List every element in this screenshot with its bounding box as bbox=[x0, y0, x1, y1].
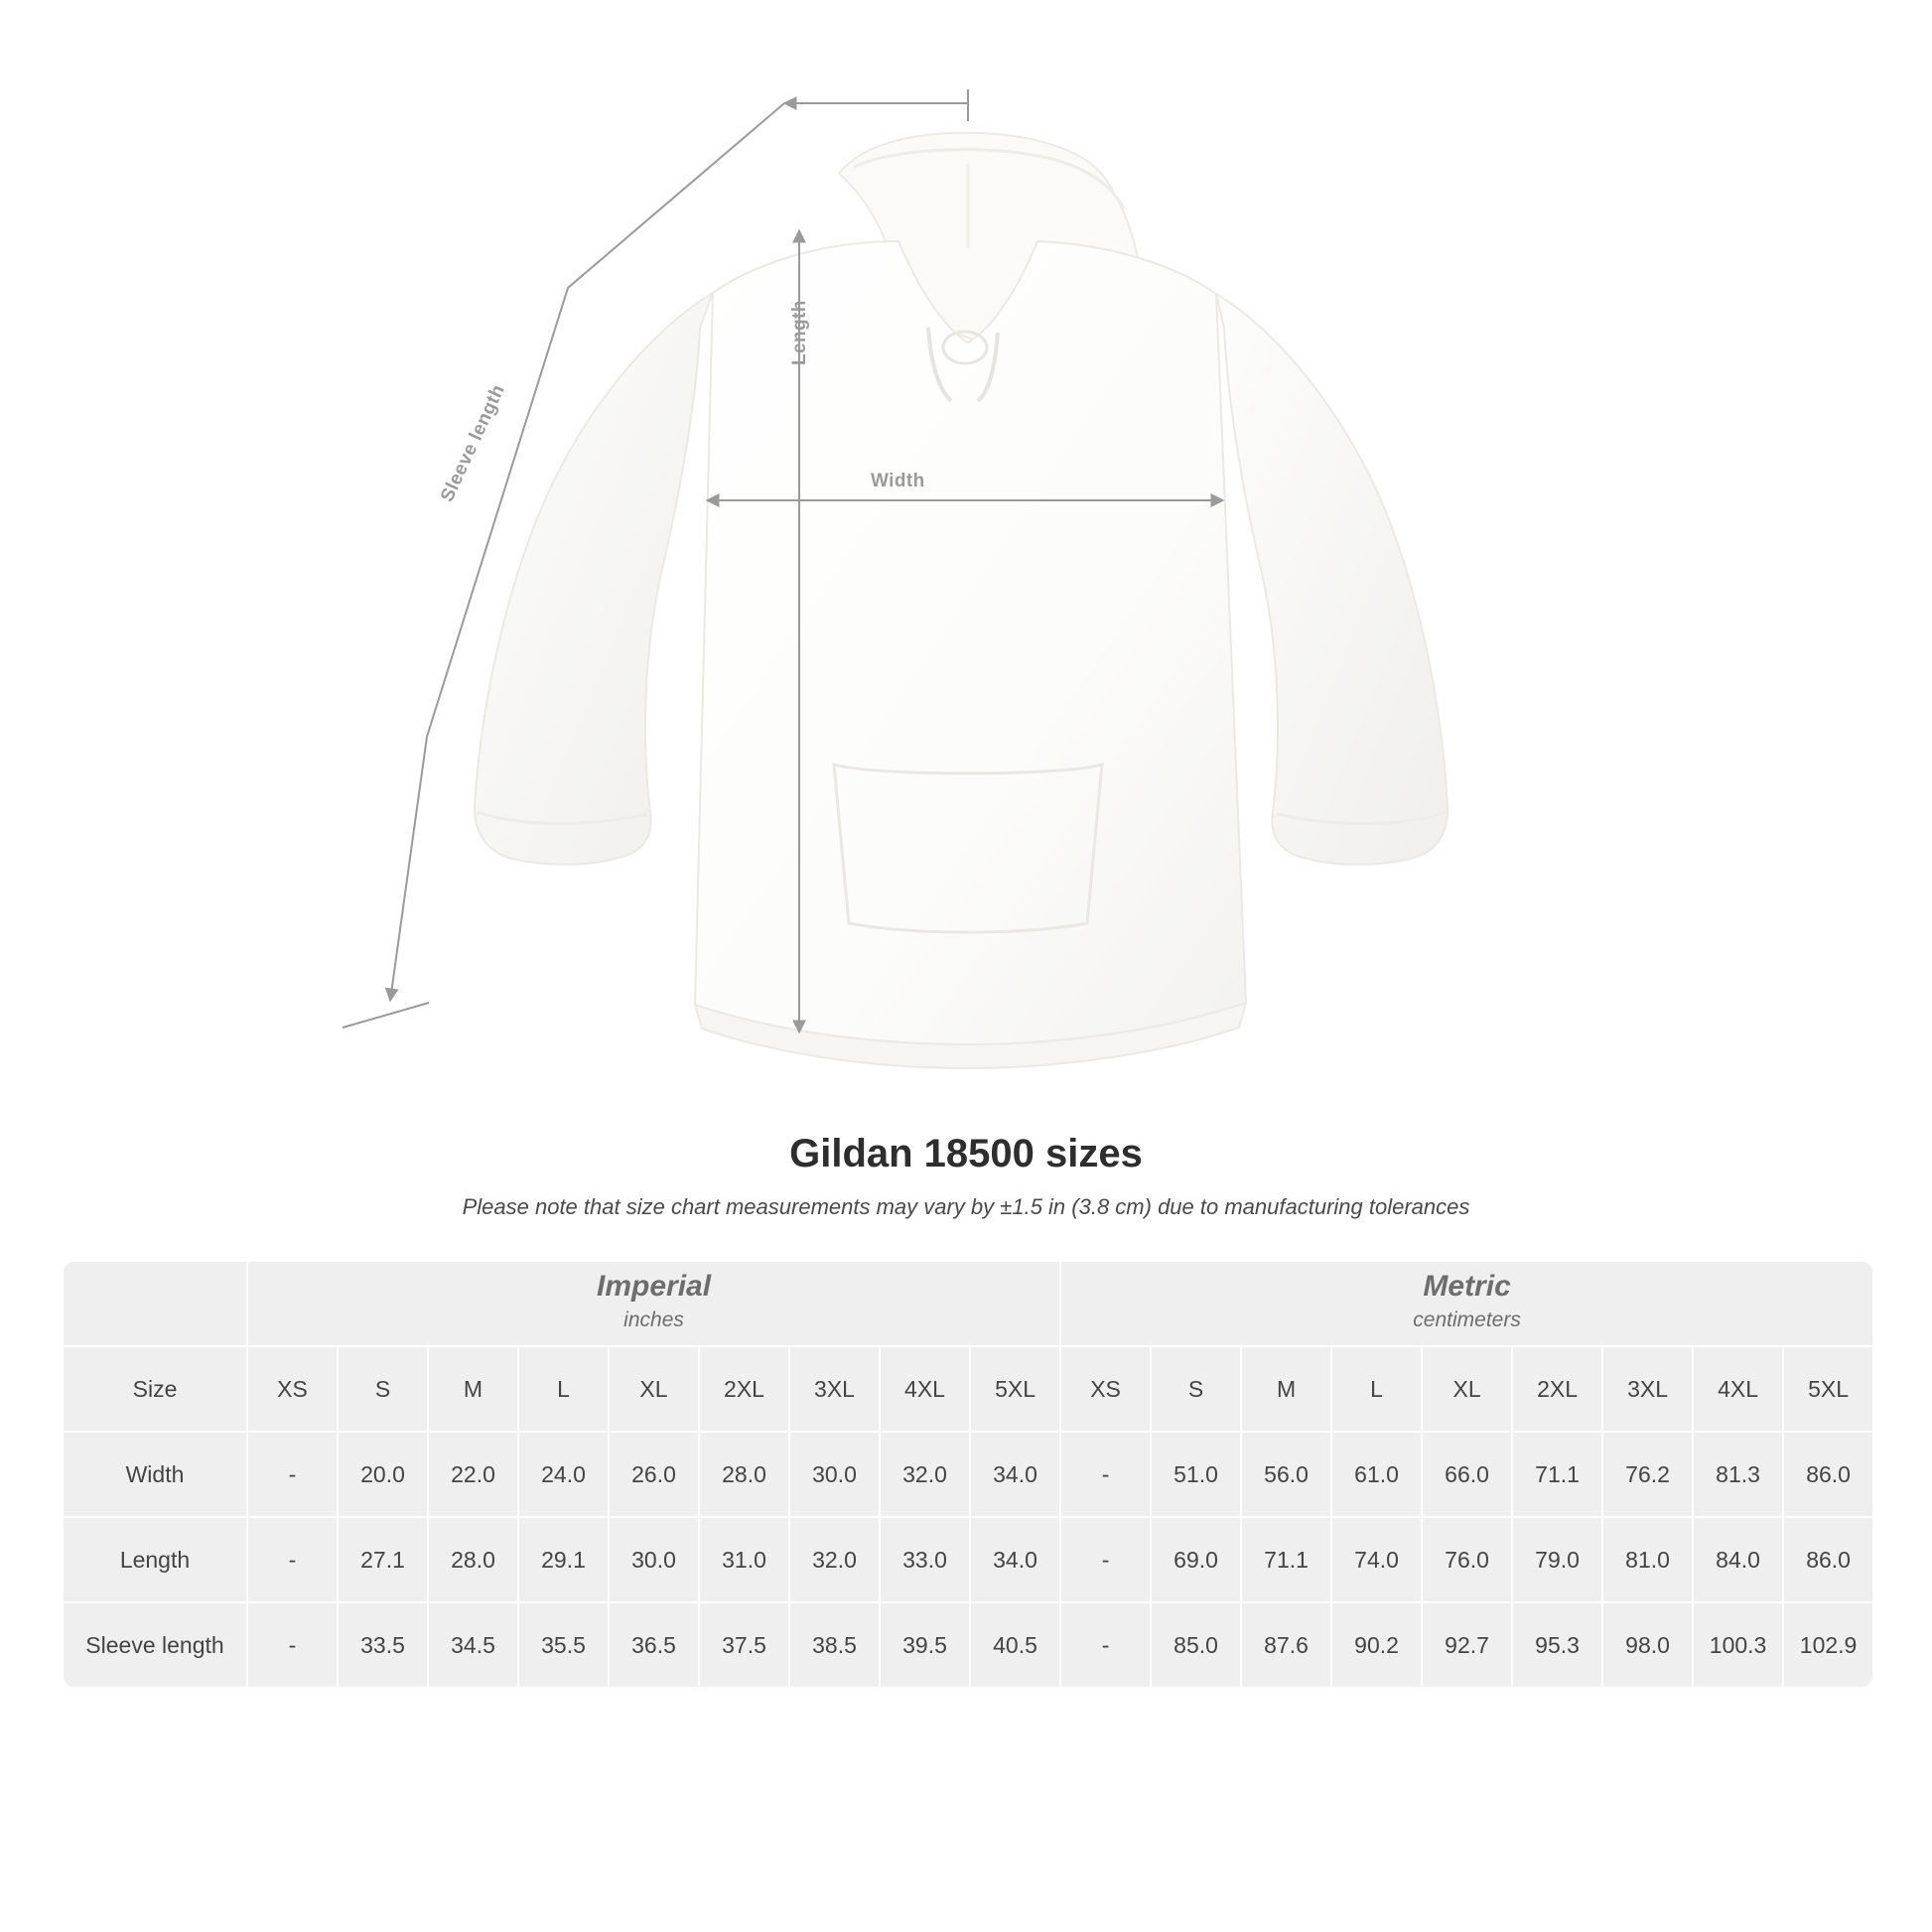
cell-length-imperial-m: 28.0 bbox=[428, 1517, 518, 1602]
cell-sleeve-metric-4xl: 100.3 bbox=[1693, 1602, 1783, 1688]
title-block bbox=[0, 1132, 1932, 1220]
col-header-imperial-m: M bbox=[428, 1346, 518, 1432]
col-header-imperial-xs: XS bbox=[247, 1346, 338, 1432]
cell-length-imperial-2xl: 31.0 bbox=[699, 1517, 789, 1602]
cell-width-metric-5xl: 86.0 bbox=[1783, 1432, 1873, 1517]
col-header-metric-xs: XS bbox=[1060, 1346, 1151, 1432]
page-title: Gildan 18500 sizes bbox=[789, 1132, 1143, 1175]
col-header-imperial-l: L bbox=[518, 1346, 609, 1432]
cell-sleeve-imperial-3xl: 38.5 bbox=[789, 1602, 880, 1688]
cell-length-imperial-xs: - bbox=[247, 1517, 338, 1602]
cell-width-metric-xs: - bbox=[1060, 1432, 1151, 1517]
col-header-metric-m: M bbox=[1241, 1346, 1331, 1432]
cell-sleeve-metric-m: 87.6 bbox=[1241, 1602, 1331, 1688]
size-header-cell: Size bbox=[63, 1346, 247, 1432]
col-header-metric-2xl: 2XL bbox=[1512, 1346, 1602, 1432]
cell-width-imperial-s: 20.0 bbox=[338, 1432, 428, 1517]
cell-width-imperial-5xl: 34.0 bbox=[970, 1432, 1060, 1517]
cell-length-metric-4xl: 84.0 bbox=[1693, 1517, 1783, 1602]
unit-corner-cell bbox=[63, 1261, 247, 1346]
metric-name: Metric bbox=[1423, 1269, 1511, 1303]
cell-width-metric-s: 51.0 bbox=[1151, 1432, 1241, 1517]
col-header-metric-4xl: 4XL bbox=[1693, 1346, 1783, 1432]
cell-sleeve-metric-xl: 92.7 bbox=[1422, 1602, 1512, 1688]
tolerance-note: Please note that size chart measurements may vary by ±1.5 in (3.8 cm) due to manufacturing tolerances bbox=[462, 1194, 1470, 1219]
col-header-imperial-xl: XL bbox=[609, 1346, 699, 1432]
cell-sleeve-imperial-5xl: 40.5 bbox=[970, 1602, 1060, 1688]
length-label: Length bbox=[789, 300, 810, 365]
cell-width-imperial-3xl: 30.0 bbox=[789, 1432, 880, 1517]
imperial-unit: inches bbox=[623, 1309, 684, 1332]
col-header-metric-xl: XL bbox=[1422, 1346, 1512, 1432]
width-label: Width bbox=[871, 471, 925, 491]
cell-sleeve-metric-s: 85.0 bbox=[1151, 1602, 1241, 1688]
cell-width-imperial-l: 24.0 bbox=[518, 1432, 609, 1517]
cell-length-metric-l: 74.0 bbox=[1331, 1517, 1422, 1602]
cell-length-imperial-4xl: 33.0 bbox=[880, 1517, 970, 1602]
cell-length-metric-3xl: 81.0 bbox=[1602, 1517, 1693, 1602]
cell-width-metric-2xl: 71.1 bbox=[1512, 1432, 1602, 1517]
col-header-imperial-s: S bbox=[338, 1346, 428, 1432]
imperial-name: Imperial bbox=[597, 1269, 712, 1303]
row-label-width: Width bbox=[63, 1432, 247, 1517]
col-header-metric-5xl: 5XL bbox=[1783, 1346, 1873, 1432]
col-header-imperial-2xl: 2XL bbox=[699, 1346, 789, 1432]
size-table bbox=[62, 1260, 1874, 1689]
cell-length-metric-xs: - bbox=[1060, 1517, 1151, 1602]
row-label-sleeve-length: Sleeve length bbox=[63, 1602, 247, 1688]
metric-unit: centimeters bbox=[1413, 1309, 1521, 1332]
unit-group-metric bbox=[1060, 1261, 1873, 1346]
cell-width-imperial-2xl: 28.0 bbox=[699, 1432, 789, 1517]
sleeve-length-label: Sleeve length bbox=[437, 381, 510, 505]
table-row bbox=[63, 1432, 1873, 1517]
cell-length-metric-s: 69.0 bbox=[1151, 1517, 1241, 1602]
col-header-metric-l: L bbox=[1331, 1346, 1422, 1432]
cell-width-imperial-xs: - bbox=[247, 1432, 338, 1517]
cell-sleeve-imperial-4xl: 39.5 bbox=[880, 1602, 970, 1688]
col-header-metric-3xl: 3XL bbox=[1602, 1346, 1693, 1432]
cell-sleeve-metric-l: 90.2 bbox=[1331, 1602, 1422, 1688]
cell-length-imperial-xl: 30.0 bbox=[609, 1517, 699, 1602]
cell-length-metric-xl: 76.0 bbox=[1422, 1517, 1512, 1602]
cell-length-metric-2xl: 79.0 bbox=[1512, 1517, 1602, 1602]
cell-sleeve-metric-3xl: 98.0 bbox=[1602, 1602, 1693, 1688]
cell-width-metric-xl: 66.0 bbox=[1422, 1432, 1512, 1517]
hoodie-shape bbox=[475, 133, 1448, 1068]
cell-length-metric-5xl: 86.0 bbox=[1783, 1517, 1873, 1602]
cell-sleeve-metric-5xl: 102.9 bbox=[1783, 1602, 1873, 1688]
cell-sleeve-imperial-2xl: 37.5 bbox=[699, 1602, 789, 1688]
col-header-metric-s: S bbox=[1151, 1346, 1241, 1432]
table-row bbox=[63, 1602, 1873, 1688]
cell-sleeve-imperial-xl: 36.5 bbox=[609, 1602, 699, 1688]
unit-group-imperial bbox=[247, 1261, 1060, 1346]
cell-width-imperial-m: 22.0 bbox=[428, 1432, 518, 1517]
col-header-imperial-4xl: 4XL bbox=[880, 1346, 970, 1432]
cell-sleeve-metric-xs: - bbox=[1060, 1602, 1151, 1688]
cell-sleeve-imperial-m: 34.5 bbox=[428, 1602, 518, 1688]
cell-sleeve-metric-2xl: 95.3 bbox=[1512, 1602, 1602, 1688]
cell-width-imperial-4xl: 32.0 bbox=[880, 1432, 970, 1517]
cell-length-imperial-5xl: 34.0 bbox=[970, 1517, 1060, 1602]
cell-width-metric-m: 56.0 bbox=[1241, 1432, 1331, 1517]
cell-length-imperial-l: 29.1 bbox=[518, 1517, 609, 1602]
cell-sleeve-imperial-xs: - bbox=[247, 1602, 338, 1688]
cell-width-metric-l: 61.0 bbox=[1331, 1432, 1422, 1517]
unit-header-row bbox=[63, 1261, 1873, 1346]
cell-width-metric-3xl: 76.2 bbox=[1602, 1432, 1693, 1517]
cell-width-imperial-xl: 26.0 bbox=[609, 1432, 699, 1517]
row-label-length: Length bbox=[63, 1517, 247, 1602]
cell-width-metric-4xl: 81.3 bbox=[1693, 1432, 1783, 1517]
cell-sleeve-imperial-l: 35.5 bbox=[518, 1602, 609, 1688]
table-row bbox=[63, 1517, 1873, 1602]
cell-length-imperial-3xl: 32.0 bbox=[789, 1517, 880, 1602]
cell-sleeve-imperial-s: 33.5 bbox=[338, 1602, 428, 1688]
cell-length-metric-m: 71.1 bbox=[1241, 1517, 1331, 1602]
size-table-container bbox=[62, 1260, 1870, 1689]
col-header-imperial-3xl: 3XL bbox=[789, 1346, 880, 1432]
col-header-imperial-5xl: 5XL bbox=[970, 1346, 1060, 1432]
size-header-row bbox=[63, 1346, 1873, 1432]
cell-length-imperial-s: 27.1 bbox=[338, 1517, 428, 1602]
